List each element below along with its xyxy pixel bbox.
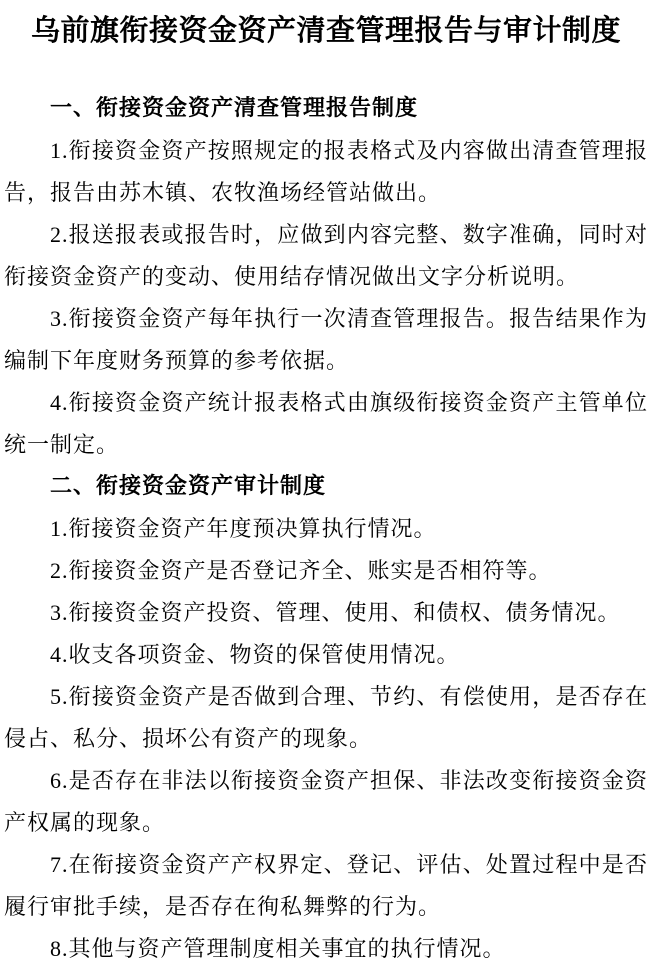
section-report-management-system [4, 88, 648, 466]
section-audit-system [4, 466, 648, 970]
document-title: 乌前旗衔接资金资产清查管理报告与审计制度 [30, 13, 621, 47]
section-1-paragraph-4: 4.衔接资金资产统计报表格式由旗级衔接资金资产主管单位统一制定。 [4, 390, 648, 457]
section-2-paragraph-6: 6.是否存在非法以衔接资金资产担保、非法改变衔接资金资产权属的现象。 [4, 768, 648, 835]
section-2-paragraph-4: 4.收支各项资金、物资的保管使用情况。 [50, 642, 460, 667]
section-2-heading: 二、衔接资金资产审计制度 [50, 474, 327, 499]
section-2-paragraph-3: 3.衔接资金资产投资、管理、使用、和债权、债务情况。 [50, 600, 621, 625]
section-1-paragraph-2: 2.报送报表或报告时，应做到内容完整、数字准确，同时对衔接资金资产的变动、使用结存情况做出文字分析说明。 [4, 222, 648, 289]
section-1-paragraph-1: 1.衔接资金资产按照规定的报表格式及内容做出清查管理报告，报告由苏木镇、农牧渔场经管站做出。 [4, 138, 648, 205]
section-1-heading: 一、衔接资金资产清查管理报告制度 [50, 96, 419, 121]
section-2-paragraph-2: 2.衔接资金资产是否登记齐全、账实是否相符等。 [50, 558, 552, 583]
section-2-paragraph-1: 1.衔接资金资产年度预决算执行情况。 [50, 516, 437, 541]
section-2-paragraph-7: 7.在衔接资金资产产权界定、登记、评估、处置过程中是否履行审批手续，是否存在徇私舞弊的行为。 [4, 852, 648, 919]
section-2-paragraph-5: 5.衔接资金资产是否做到合理、节约、有偿使用，是否存在侵占、私分、损坏公有资产的现象。 [4, 684, 648, 751]
section-2-paragraph-8: 8.其他与资产管理制度相关事宜的执行情况。 [50, 936, 506, 961]
section-1-paragraph-3: 3.衔接资金资产每年执行一次清查管理报告。报告结果作为编制下年度财务预算的参考依据。 [4, 306, 648, 373]
